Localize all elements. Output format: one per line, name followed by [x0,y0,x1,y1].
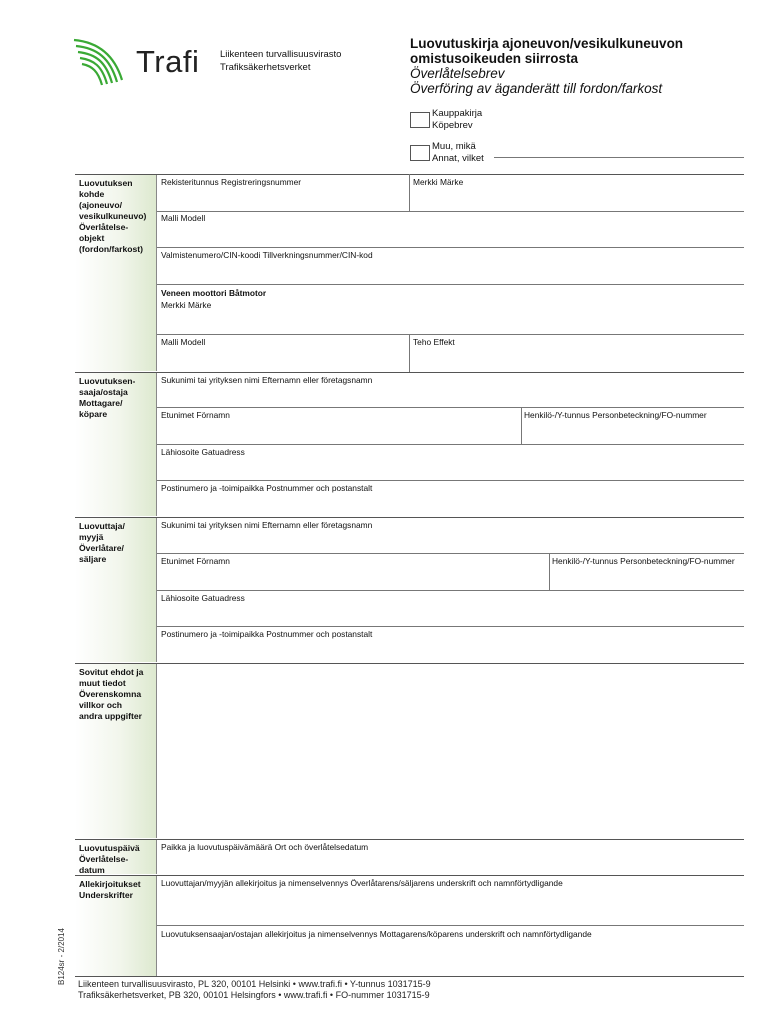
logo-text: Trafi [136,44,200,79]
label-line: kohde [79,189,105,199]
seller-signature-field[interactable]: Luovuttajan/myyjän allekirjoitus ja nimenselvennys Överlåtarens/säljarens underskrift och namnförtydligande [161,878,563,888]
rule [521,407,522,444]
rule [157,480,744,481]
motor-model-field[interactable]: Malli Modell [161,337,206,347]
purchase-label-sv: Köpebrev [432,120,473,131]
title-fi-line2: omistusoikeuden siirrosta [410,51,579,66]
rule [157,334,744,335]
place-date-field[interactable]: Paikka ja luovutuspäivämäärä Ort och överlåtelsedatum [161,842,369,852]
label-line: datum [79,865,105,875]
label-line: Luovutuksen- [79,376,136,386]
rule [157,553,744,554]
label-line: Allekirjoitukset [79,879,141,889]
sign-section-label [79,879,141,901]
rule [157,925,744,926]
label-line: myyjä [79,532,104,542]
rule [75,839,744,840]
buyer-signature-field[interactable]: Luovutuksensaajan/ostajan allekirjoitus ja nimenselvennys Mottagarens/köparens underskrift och namnförtydligande [161,929,592,939]
buyer-id-field[interactable]: Henkilö-/Y-tunnus Personbeteckning/FO-nummer [524,410,707,420]
buyer-surname-field[interactable]: Sukunimi tai yrityksen nimi Efternamn eller företagsnamn [161,375,373,385]
vin-field[interactable]: Valmistenumero/CIN-koodi Tillverkningsnummer/CIN-kod [161,250,373,260]
reg-number-field[interactable]: Rekisteritunnus Registreringsnummer [161,177,302,187]
rule [157,444,744,445]
model-field[interactable]: Malli Modell [161,213,206,223]
label-line: (ajoneuvo/ [79,200,122,210]
label-line: köpare [79,409,108,419]
title-fi-line1: Luovutuskirja ajoneuvon/vesikulkuneuvon [410,36,684,51]
other-label-sv: Annat, vilket [432,153,484,164]
footer-line-fi: Liikenteen turvallisuusvirasto, PL 320, 00101 Helsinki • www.trafi.fi • Y-tunnus 1031715-9 [78,979,431,989]
rule [409,174,410,211]
purchase-label [432,108,482,132]
label-line: Överlåtelse- [79,854,129,864]
label-line: säljare [79,554,107,564]
form-title [410,36,683,96]
label-line: muut tiedot [79,678,126,688]
power-field[interactable]: Teho Effekt [413,337,455,347]
agency-name-fi: Liikenteen turvallisuusvirasto [220,49,342,60]
rule [157,407,744,408]
buyer-section-label [79,376,135,420]
label-line: vesikulkuneuvo) [79,211,147,221]
label-line: Underskrifter [79,890,133,900]
trafi-swoosh-icon [72,36,132,88]
label-line: Luovuttaja/ [79,521,125,531]
rule [157,626,744,627]
date-section-label [79,843,140,876]
seller-section-label [79,521,125,565]
rule [75,372,744,373]
rule [409,334,410,372]
purchase-label-fi: Kauppakirja [432,108,483,119]
object-section-label [79,178,146,255]
rule [157,284,744,285]
seller-id-field[interactable]: Henkilö-/Y-tunnus Personbeteckning/FO-nummer [552,556,735,566]
label-line: Mottagare/ [79,398,123,408]
other-label-fi: Muu, mikä [432,141,476,152]
buyer-firstname-field[interactable]: Etunimet Förnamn [161,410,230,420]
motor-make-field[interactable]: Merkki Märke [161,300,212,310]
rule [75,875,744,876]
form-code: B124sr - 2/2014 [57,928,66,985]
footer [78,979,431,1001]
rule [157,211,744,212]
label-line: objekt [79,233,105,243]
seller-street-field[interactable]: Lähiosoite Gatuadress [161,593,245,603]
seller-firstname-field[interactable]: Etunimet Förnamn [161,556,230,566]
buyer-postal-field[interactable]: Postinumero ja -toimipaikka Postnummer och postanstalt [161,483,373,493]
label-line: Överenskomna [79,689,142,699]
rule [157,590,744,591]
label-line: Luovutuksen [79,178,133,188]
other-checkbox[interactable] [410,145,430,161]
seller-surname-field[interactable]: Sukunimi tai yrityksen nimi Efternamn eller företagsnamn [161,520,373,530]
other-label [432,141,484,165]
label-line: villkor och [79,700,122,710]
label-line: saaja/ostaja [79,387,128,397]
make-field[interactable]: Merkki Märke [413,177,464,187]
label-line: Överlåtelse- [79,222,129,232]
purchase-checkbox[interactable] [410,112,430,128]
label-line: Sovitut ehdot ja [79,667,144,677]
boat-motor-heading: Veneen moottori Båtmotor [161,288,267,298]
footer-line-sv: Trafiksäkerhetsverket, PB 320, 00101 Helsingfors • www.trafi.fi • FO-nummer 1031715-9 [78,990,430,1000]
agency-name-sv: Trafiksäkerhetsverket [220,62,311,73]
label-line: Överlåtare/ [79,543,124,553]
rule [75,976,744,977]
agency-name [220,48,341,74]
terms-textarea[interactable] [157,664,744,839]
rule [549,553,550,590]
label-line: Luovutuspäivä [79,843,140,853]
terms-section-label [79,667,143,722]
title-sv-line1: Överlåtelsebrev [410,66,505,81]
rule [75,517,744,518]
trafi-logo [72,36,212,88]
seller-postal-field[interactable]: Postinumero ja -toimipaikka Postnummer och postanstalt [161,629,373,639]
other-input-line[interactable] [494,157,744,158]
title-sv-line2: Överföring av äganderätt till fordon/farkost [410,81,663,96]
rule [157,247,744,248]
buyer-street-field[interactable]: Lähiosoite Gatuadress [161,447,245,457]
label-line: (fordon/farkost) [79,244,143,254]
label-line: andra uppgifter [79,711,143,721]
